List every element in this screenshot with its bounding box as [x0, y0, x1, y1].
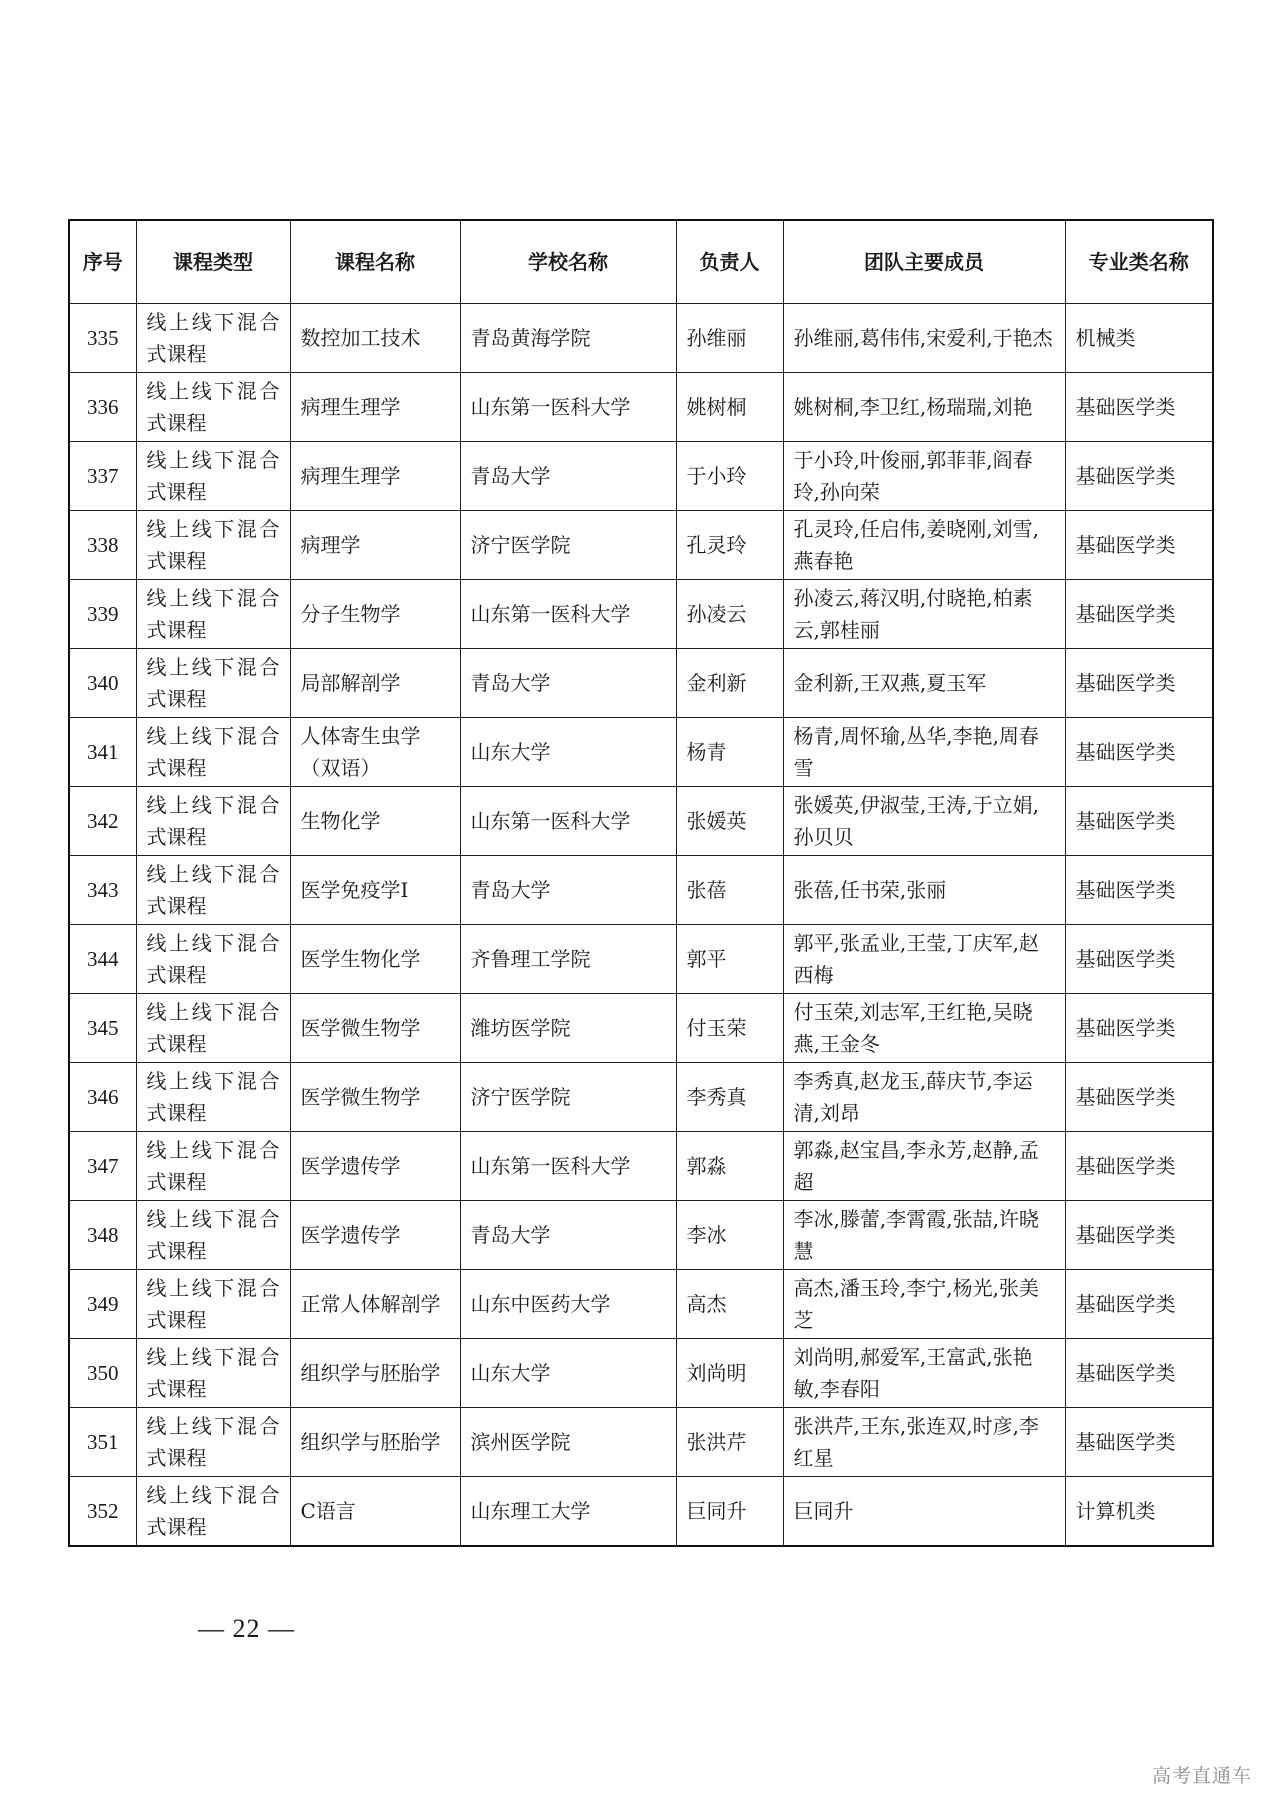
school-name-cell: 济宁医学院 [460, 511, 676, 580]
leader-cell: 张洪芹 [676, 1408, 783, 1477]
course-name-cell: 医学微生物学 [290, 994, 460, 1063]
row-no-cell: 342 [69, 787, 136, 856]
school-name-cell: 山东理工大学 [460, 1477, 676, 1547]
course-type-cell: 线上线下混合式课程 [136, 1408, 290, 1477]
course-type-cell: 线上线下混合式课程 [136, 649, 290, 718]
table-row [69, 856, 1213, 925]
header-no: 序号 [69, 220, 136, 304]
course-type-cell: 线上线下混合式课程 [136, 1132, 290, 1201]
major-category-cell: 基础医学类 [1065, 1270, 1213, 1339]
header-course-name: 课程名称 [290, 220, 460, 304]
school-name-cell: 山东第一医科大学 [460, 580, 676, 649]
team-members-cell: 李冰,滕蕾,李霄霞,张喆,许晓慧 [783, 1201, 1065, 1270]
course-name-cell: 病理生理学 [290, 373, 460, 442]
page-number: — 22 — [198, 1614, 295, 1643]
table-row [69, 1270, 1213, 1339]
course-name-cell: 分子生物学 [290, 580, 460, 649]
table-row [69, 1477, 1213, 1547]
team-members-cell: 刘尚明,郝爱军,王富武,张艳敏,李春阳 [783, 1339, 1065, 1408]
table-row [69, 925, 1213, 994]
school-name-cell: 山东大学 [460, 1339, 676, 1408]
team-members-cell: 付玉荣,刘志军,王红艳,吴晓燕,王金冬 [783, 994, 1065, 1063]
school-name-cell: 山东第一医科大学 [460, 1132, 676, 1201]
major-category-cell: 基础医学类 [1065, 1408, 1213, 1477]
major-category-cell: 基础医学类 [1065, 373, 1213, 442]
school-name-cell: 山东第一医科大学 [460, 373, 676, 442]
major-category-cell: 基础医学类 [1065, 649, 1213, 718]
course-type-cell: 线上线下混合式课程 [136, 511, 290, 580]
course-name-cell: 组织学与胚胎学 [290, 1339, 460, 1408]
leader-cell: 孙维丽 [676, 304, 783, 373]
team-members-cell: 巨同升 [783, 1477, 1065, 1547]
major-category-cell: 机械类 [1065, 304, 1213, 373]
team-members-cell: 杨青,周怀瑜,丛华,李艳,周春雪 [783, 718, 1065, 787]
row-no-cell: 348 [69, 1201, 136, 1270]
team-members-cell: 郭平,张孟业,王莹,丁庆军,赵西梅 [783, 925, 1065, 994]
table-header [69, 220, 1213, 304]
watermark: 高考直通车 [1151, 1765, 1252, 1787]
row-no-cell: 345 [69, 994, 136, 1063]
course-type-cell: 线上线下混合式课程 [136, 787, 290, 856]
school-name-cell: 山东中医药大学 [460, 1270, 676, 1339]
major-category-cell: 计算机类 [1065, 1477, 1213, 1547]
major-category-cell: 基础医学类 [1065, 511, 1213, 580]
team-members-cell: 于小玲,叶俊丽,郭菲菲,阎春玲,孙向荣 [783, 442, 1065, 511]
row-no-cell: 336 [69, 373, 136, 442]
leader-cell: 刘尚明 [676, 1339, 783, 1408]
table-row [69, 718, 1213, 787]
team-members-cell: 张蓓,任书荣,张丽 [783, 856, 1065, 925]
school-name-cell: 山东第一医科大学 [460, 787, 676, 856]
table-row [69, 1408, 1213, 1477]
course-type-cell: 线上线下混合式课程 [136, 994, 290, 1063]
team-members-cell: 高杰,潘玉玲,李宁,杨光,张美芝 [783, 1270, 1065, 1339]
row-no-cell: 343 [69, 856, 136, 925]
leader-cell: 孙凌云 [676, 580, 783, 649]
header-school-name: 学校名称 [460, 220, 676, 304]
major-category-cell: 基础医学类 [1065, 718, 1213, 787]
row-no-cell: 352 [69, 1477, 136, 1547]
course-name-cell: 医学遗传学 [290, 1132, 460, 1201]
school-name-cell: 青岛大学 [460, 649, 676, 718]
school-name-cell: 济宁医学院 [460, 1063, 676, 1132]
row-no-cell: 349 [69, 1270, 136, 1339]
course-type-cell: 线上线下混合式课程 [136, 1201, 290, 1270]
header-team-members: 团队主要成员 [783, 220, 1065, 304]
leader-cell: 李秀真 [676, 1063, 783, 1132]
course-type-cell: 线上线下混合式课程 [136, 1477, 290, 1547]
leader-cell: 张蓓 [676, 856, 783, 925]
table-row [69, 304, 1213, 373]
table-row [69, 442, 1213, 511]
table-row [69, 1201, 1213, 1270]
school-name-cell: 青岛大学 [460, 1201, 676, 1270]
course-name-cell: 医学遗传学 [290, 1201, 460, 1270]
course-name-cell: 生物化学 [290, 787, 460, 856]
header-row [69, 220, 1213, 304]
course-type-cell: 线上线下混合式课程 [136, 1339, 290, 1408]
row-no-cell: 344 [69, 925, 136, 994]
row-no-cell: 351 [69, 1408, 136, 1477]
table-row [69, 649, 1213, 718]
course-name-cell: 医学生物化学 [290, 925, 460, 994]
team-members-cell: 李秀真,赵龙玉,薛庆节,李运清,刘昂 [783, 1063, 1065, 1132]
major-category-cell: 基础医学类 [1065, 925, 1213, 994]
team-members-cell: 孙维丽,葛伟伟,宋爱利,于艳杰 [783, 304, 1065, 373]
leader-cell: 巨同升 [676, 1477, 783, 1547]
major-category-cell: 基础医学类 [1065, 442, 1213, 511]
row-no-cell: 346 [69, 1063, 136, 1132]
course-name-cell: 医学免疫学Ⅰ [290, 856, 460, 925]
leader-cell: 孔灵玲 [676, 511, 783, 580]
table-body [69, 304, 1213, 1547]
row-no-cell: 340 [69, 649, 136, 718]
course-type-cell: 线上线下混合式课程 [136, 1063, 290, 1132]
table-row [69, 580, 1213, 649]
course-name-cell: 组织学与胚胎学 [290, 1408, 460, 1477]
table-row [69, 1339, 1213, 1408]
course-name-cell: 病理生理学 [290, 442, 460, 511]
school-name-cell: 潍坊医学院 [460, 994, 676, 1063]
team-members-cell: 孔灵玲,任启伟,姜晓刚,刘雪,燕春艳 [783, 511, 1065, 580]
leader-cell: 高杰 [676, 1270, 783, 1339]
table-row [69, 373, 1213, 442]
course-type-cell: 线上线下混合式课程 [136, 373, 290, 442]
course-name-cell: 数控加工技术 [290, 304, 460, 373]
course-type-cell: 线上线下混合式课程 [136, 856, 290, 925]
row-no-cell: 338 [69, 511, 136, 580]
major-category-cell: 基础医学类 [1065, 1201, 1213, 1270]
major-category-cell: 基础医学类 [1065, 994, 1213, 1063]
school-name-cell: 滨州医学院 [460, 1408, 676, 1477]
leader-cell: 姚树桐 [676, 373, 783, 442]
leader-cell: 于小玲 [676, 442, 783, 511]
course-type-cell: 线上线下混合式课程 [136, 442, 290, 511]
school-name-cell: 山东大学 [460, 718, 676, 787]
team-members-cell: 张洪芹,王东,张连双,时彦,李红星 [783, 1408, 1065, 1477]
course-name-cell: 医学微生物学 [290, 1063, 460, 1132]
course-type-cell: 线上线下混合式课程 [136, 1270, 290, 1339]
team-members-cell: 郭淼,赵宝昌,李永芳,赵静,孟超 [783, 1132, 1065, 1201]
leader-cell: 张媛英 [676, 787, 783, 856]
course-name-cell: 病理学 [290, 511, 460, 580]
team-members-cell: 张媛英,伊淑莹,王涛,于立娟,孙贝贝 [783, 787, 1065, 856]
major-category-cell: 基础医学类 [1065, 580, 1213, 649]
team-members-cell: 姚树桐,李卫红,杨瑞瑞,刘艳 [783, 373, 1065, 442]
table-row [69, 994, 1213, 1063]
table-row [69, 1063, 1213, 1132]
leader-cell: 付玉荣 [676, 994, 783, 1063]
course-type-cell: 线上线下混合式课程 [136, 304, 290, 373]
table-row [69, 1132, 1213, 1201]
row-no-cell: 335 [69, 304, 136, 373]
row-no-cell: 341 [69, 718, 136, 787]
header-major-category: 专业类名称 [1065, 220, 1213, 304]
major-category-cell: 基础医学类 [1065, 1132, 1213, 1201]
course-name-cell: 正常人体解剖学 [290, 1270, 460, 1339]
course-type-cell: 线上线下混合式课程 [136, 925, 290, 994]
school-name-cell: 青岛大学 [460, 442, 676, 511]
course-type-cell: 线上线下混合式课程 [136, 580, 290, 649]
leader-cell: 郭平 [676, 925, 783, 994]
major-category-cell: 基础医学类 [1065, 787, 1213, 856]
team-members-cell: 孙凌云,蒋汉明,付晓艳,柏素云,郭桂丽 [783, 580, 1065, 649]
leader-cell: 杨青 [676, 718, 783, 787]
course-name-cell: C语言 [290, 1477, 460, 1547]
row-no-cell: 350 [69, 1339, 136, 1408]
table-row [69, 511, 1213, 580]
leader-cell: 郭淼 [676, 1132, 783, 1201]
major-category-cell: 基础医学类 [1065, 856, 1213, 925]
course-name-cell: 人体寄生虫学（双语） [290, 718, 460, 787]
leader-cell: 李冰 [676, 1201, 783, 1270]
school-name-cell: 青岛大学 [460, 856, 676, 925]
major-category-cell: 基础医学类 [1065, 1339, 1213, 1408]
leader-cell: 金利新 [676, 649, 783, 718]
school-name-cell: 齐鲁理工学院 [460, 925, 676, 994]
course-type-cell: 线上线下混合式课程 [136, 718, 290, 787]
row-no-cell: 337 [69, 442, 136, 511]
row-no-cell: 339 [69, 580, 136, 649]
header-leader: 负责人 [676, 220, 783, 304]
school-name-cell: 青岛黄海学院 [460, 304, 676, 373]
course-name-cell: 局部解剖学 [290, 649, 460, 718]
header-course-type: 课程类型 [136, 220, 290, 304]
team-members-cell: 金利新,王双燕,夏玉军 [783, 649, 1065, 718]
course-table [68, 219, 1214, 1547]
table-row [69, 787, 1213, 856]
major-category-cell: 基础医学类 [1065, 1063, 1213, 1132]
row-no-cell: 347 [69, 1132, 136, 1201]
